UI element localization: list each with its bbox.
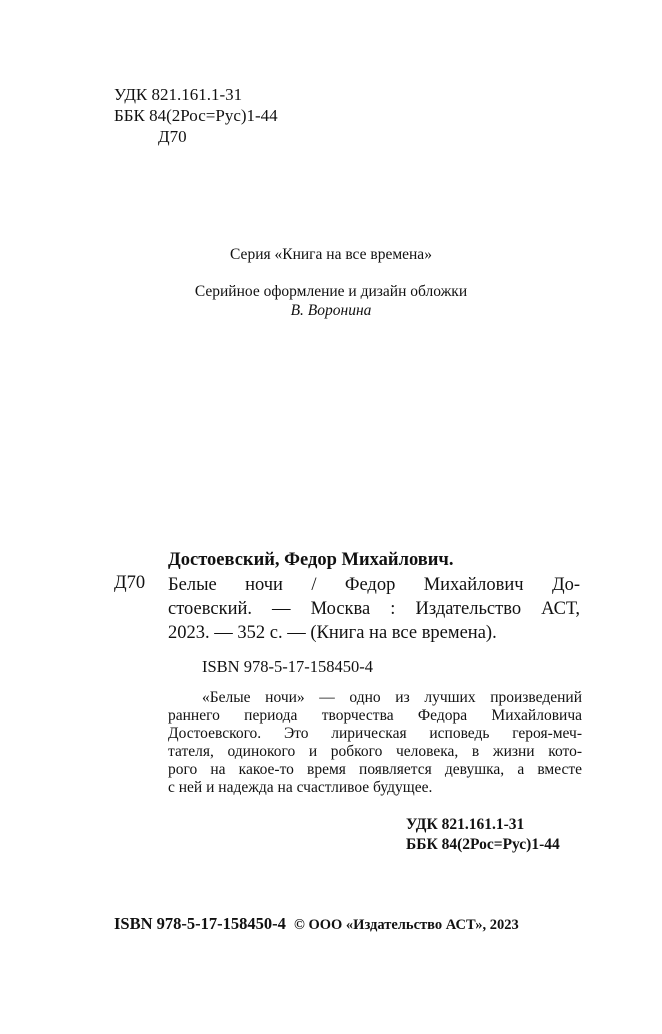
classification-codes — [114, 84, 278, 147]
catalog-author-mark: Д70 — [114, 573, 146, 593]
catalog-author-heading: Достоевский, Федор Михайлович. — [168, 550, 454, 570]
bbk-code: ББК 84(2Рос=Рус)1-44 — [114, 106, 278, 125]
designer-name: В. Воронина — [290, 302, 372, 319]
udk-code: УДК 821.161.1-31 — [114, 85, 243, 104]
bib-line: 2023. — 352 с. — (Книга на все времена). — [168, 623, 497, 643]
design-credit: Серийное оформление и дизайн обложки — [194, 283, 468, 300]
catalog-udk: УДК 821.161.1-31 — [406, 816, 525, 833]
series-title: Серия «Книга на все времена» — [230, 246, 432, 263]
bib-line: Белые ночи / Федор Михайлович До- — [168, 575, 580, 595]
annotation-line: рого на какое-то время появляется девушка, а вместе — [168, 761, 582, 778]
annotation-line: тателя, одинокого и робкого человека, в жизни кото- — [168, 743, 582, 760]
catalog-bbk: ББК 84(2Рос=Рус)1-44 — [406, 836, 560, 853]
imprint-footer — [114, 914, 519, 934]
annotation-line: Достоевского. Это лирическая исповедь героя-меч- — [168, 725, 582, 742]
annotation-line: раннего периода творчества Федора Михайловича — [168, 707, 582, 724]
author-mark: Д70 — [158, 127, 187, 146]
annotation-line: с ней и надежда на счастливое будущее. — [168, 779, 433, 796]
annotation-line: «Белые ночи» — одно из лучших произведений — [202, 689, 582, 706]
catalog-classification-codes — [406, 815, 560, 855]
catalog-isbn: ISBN 978-5-17-158450-4 — [202, 657, 373, 676]
copyright-notice: © ООО «Издательство АСТ», 2023 — [294, 917, 519, 933]
bib-line: стоевский. — Москва : Издательство АСТ, — [168, 599, 580, 619]
footer-isbn: ISBN 978-5-17-158450-4 — [114, 914, 286, 933]
annotation — [168, 689, 582, 797]
bibliographic-description — [168, 573, 580, 645]
